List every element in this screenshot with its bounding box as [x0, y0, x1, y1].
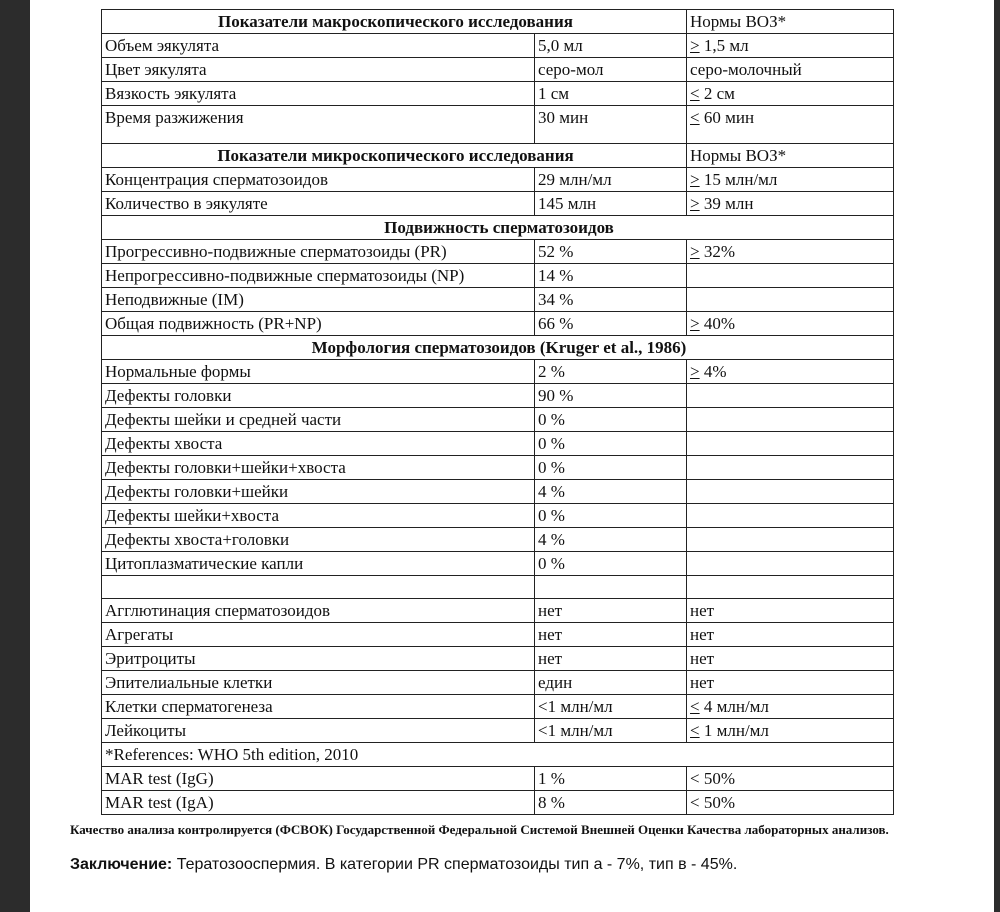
conclusion-text: Тератозооспермия. В категории PR сперматозоиды тип а - 7%, тип в - 45%.	[172, 856, 738, 873]
norm-value: < 50%	[690, 793, 736, 812]
table-row	[102, 360, 894, 384]
viewer-left-edge	[0, 0, 30, 912]
parameter-norm	[687, 312, 894, 336]
parameter-name: Агрегаты	[102, 623, 535, 647]
parameter-value: 34 %	[535, 288, 687, 312]
parameter-norm	[687, 623, 894, 647]
norm-value: 2 см	[699, 84, 735, 103]
parameter-norm	[687, 168, 894, 192]
parameter-value: 0 %	[535, 432, 687, 456]
viewer-right-edge	[994, 0, 1000, 912]
parameter-value: нет	[535, 599, 687, 623]
parameter-name: Дефекты головки	[102, 384, 535, 408]
parameter-norm	[687, 456, 894, 480]
parameter-norm	[687, 106, 894, 144]
table-row	[102, 192, 894, 216]
parameter-norm	[687, 432, 894, 456]
parameter-value: нет	[535, 647, 687, 671]
parameter-norm	[687, 767, 894, 791]
parameter-value: 4 %	[535, 480, 687, 504]
section-header-row	[102, 10, 894, 34]
table-row	[102, 504, 894, 528]
table-row	[102, 695, 894, 719]
parameter-name: Количество в эякуляте	[102, 192, 535, 216]
table-row	[102, 480, 894, 504]
parameter-name: Непрогрессивно-подвижные сперматозоиды (NP)	[102, 264, 535, 288]
table-row	[102, 671, 894, 695]
norm-sign: <	[690, 721, 700, 740]
table-row	[102, 288, 894, 312]
parameter-value: 145 млн	[535, 192, 687, 216]
norm-sign: >	[690, 36, 700, 55]
norm-value: < 50%	[690, 769, 736, 788]
parameter-value: 0 %	[535, 552, 687, 576]
table-row	[102, 34, 894, 58]
section-title: Показатели микроскопического исследования	[102, 144, 687, 168]
norm-sign: <	[690, 84, 700, 103]
parameter-name: Дефекты хвоста	[102, 432, 535, 456]
norm-value: серо-молочный	[690, 60, 802, 79]
table-row	[102, 623, 894, 647]
norm-value: 4 млн/мл	[699, 697, 769, 716]
parameter-norm	[687, 288, 894, 312]
parameter-name: Дефекты головки+шейки	[102, 480, 535, 504]
parameter-value: 1 %	[535, 767, 687, 791]
parameter-norm	[687, 82, 894, 106]
section-header-row	[102, 144, 894, 168]
parameter-name: Клетки сперматогенеза	[102, 695, 535, 719]
parameter-value: 8 %	[535, 791, 687, 815]
empty-cell	[102, 576, 535, 599]
empty-cell	[687, 576, 894, 599]
section-header-row	[102, 216, 894, 240]
parameter-norm	[687, 791, 894, 815]
table-body	[102, 10, 894, 815]
parameter-value: 0 %	[535, 456, 687, 480]
norm-value: 60 мин	[699, 108, 755, 127]
parameter-value: един	[535, 671, 687, 695]
section-title: Показатели макроскопического исследования	[102, 10, 687, 34]
semen-analysis-table	[101, 9, 894, 815]
parameter-name: Лейкоциты	[102, 719, 535, 743]
parameter-name: Объем эякулята	[102, 34, 535, 58]
table-row	[102, 647, 894, 671]
table-row	[102, 312, 894, 336]
table-row	[102, 58, 894, 82]
parameter-value: 90 %	[535, 384, 687, 408]
table-row	[102, 240, 894, 264]
parameter-norm	[687, 671, 894, 695]
parameter-norm	[687, 504, 894, 528]
parameter-value: 1 см	[535, 82, 687, 106]
parameter-value: 0 %	[535, 504, 687, 528]
parameter-value: 0 %	[535, 408, 687, 432]
table-row	[102, 552, 894, 576]
norms-header: Нормы ВОЗ*	[687, 144, 894, 168]
parameter-value: 5,0 мл	[535, 34, 687, 58]
table-row	[102, 791, 894, 815]
conclusion	[70, 855, 950, 875]
parameter-norm	[687, 192, 894, 216]
section-title: Морфология сперматозоидов (Kruger et al., 1986)	[102, 336, 894, 360]
parameter-norm	[687, 719, 894, 743]
section-title: Подвижность сперматозоидов	[102, 216, 894, 240]
references-row	[102, 743, 894, 767]
norm-value: нет	[690, 673, 715, 692]
parameter-name: Прогрессивно-подвижные сперматозоиды (PR)	[102, 240, 535, 264]
parameter-name: Эритроциты	[102, 647, 535, 671]
norm-value: 40%	[699, 314, 736, 333]
parameter-norm	[687, 695, 894, 719]
parameter-name: MAR test (IgA)	[102, 791, 535, 815]
norm-sign: <	[690, 108, 700, 127]
parameter-name: Цвет эякулята	[102, 58, 535, 82]
parameter-name: Дефекты хвоста+головки	[102, 528, 535, 552]
parameter-value: серо-мол	[535, 58, 687, 82]
table-row	[102, 432, 894, 456]
norm-value: нет	[690, 625, 715, 644]
references-text: *References: WHO 5th edition, 2010	[102, 743, 894, 767]
parameter-value: 29 млн/мл	[535, 168, 687, 192]
table-row	[102, 767, 894, 791]
parameter-name: Дефекты головки+шейки+хвоста	[102, 456, 535, 480]
table-row	[102, 264, 894, 288]
table-row	[102, 528, 894, 552]
table-row	[102, 599, 894, 623]
norm-value: нет	[690, 649, 715, 668]
table-row	[102, 106, 894, 144]
parameter-name: Вязкость эякулята	[102, 82, 535, 106]
table-row	[102, 719, 894, 743]
norm-sign: >	[690, 194, 700, 213]
parameter-value: 66 %	[535, 312, 687, 336]
norm-sign: >	[690, 314, 700, 333]
parameter-value: 4 %	[535, 528, 687, 552]
parameter-norm	[687, 360, 894, 384]
table-row	[102, 82, 894, 106]
norm-value: 15 млн/мл	[699, 170, 778, 189]
empty-cell	[535, 576, 687, 599]
parameter-norm	[687, 384, 894, 408]
parameter-value: <1 млн/мл	[535, 719, 687, 743]
quality-control-note: Качество анализа контролируется (ФСВОК) Государственной Федеральной Системой Внешней Оценки Качества лабораторных анализов.	[70, 822, 889, 837]
parameter-norm	[687, 34, 894, 58]
parameter-name: Общая подвижность (PR+NP)	[102, 312, 535, 336]
parameter-norm	[687, 552, 894, 576]
parameter-name: Цитоплазматические капли	[102, 552, 535, 576]
norm-value: нет	[690, 601, 715, 620]
norm-sign: >	[690, 170, 700, 189]
parameter-norm	[687, 240, 894, 264]
norm-sign: >	[690, 242, 700, 261]
parameter-norm	[687, 528, 894, 552]
parameter-norm	[687, 58, 894, 82]
parameter-name: Неподвижные (IM)	[102, 288, 535, 312]
parameter-name: Нормальные формы	[102, 360, 535, 384]
parameter-norm	[687, 264, 894, 288]
table-row	[102, 456, 894, 480]
norm-value: 1 млн/мл	[699, 721, 769, 740]
norm-value: 4%	[699, 362, 727, 381]
parameter-name: Концентрация сперматозоидов	[102, 168, 535, 192]
parameter-value: нет	[535, 623, 687, 647]
norm-value: 39 млн	[699, 194, 754, 213]
parameter-name: MAR test (IgG)	[102, 767, 535, 791]
parameter-value: 30 мин	[535, 106, 687, 144]
norm-value: 1,5 мл	[699, 36, 749, 55]
parameter-norm	[687, 599, 894, 623]
parameter-name: Дефекты шейки+хвоста	[102, 504, 535, 528]
table-row	[102, 168, 894, 192]
norm-sign: <	[690, 697, 700, 716]
table-row	[102, 408, 894, 432]
parameter-norm	[687, 480, 894, 504]
parameter-name: Время разжижения	[102, 106, 535, 144]
norms-header: Нормы ВОЗ*	[687, 10, 894, 34]
parameter-value: 14 %	[535, 264, 687, 288]
parameter-norm	[687, 647, 894, 671]
parameter-value: <1 млн/мл	[535, 695, 687, 719]
parameter-name: Дефекты шейки и средней части	[102, 408, 535, 432]
parameter-name: Агглютинация сперматозоидов	[102, 599, 535, 623]
section-header-row	[102, 336, 894, 360]
parameter-name: Эпителиальные клетки	[102, 671, 535, 695]
parameter-value: 2 %	[535, 360, 687, 384]
table-row	[102, 384, 894, 408]
norm-value: 32%	[699, 242, 736, 261]
norm-sign: >	[690, 362, 700, 381]
spacer-row	[102, 576, 894, 599]
parameter-norm	[687, 408, 894, 432]
conclusion-label: Заключение:	[70, 856, 173, 873]
parameter-value: 52 %	[535, 240, 687, 264]
